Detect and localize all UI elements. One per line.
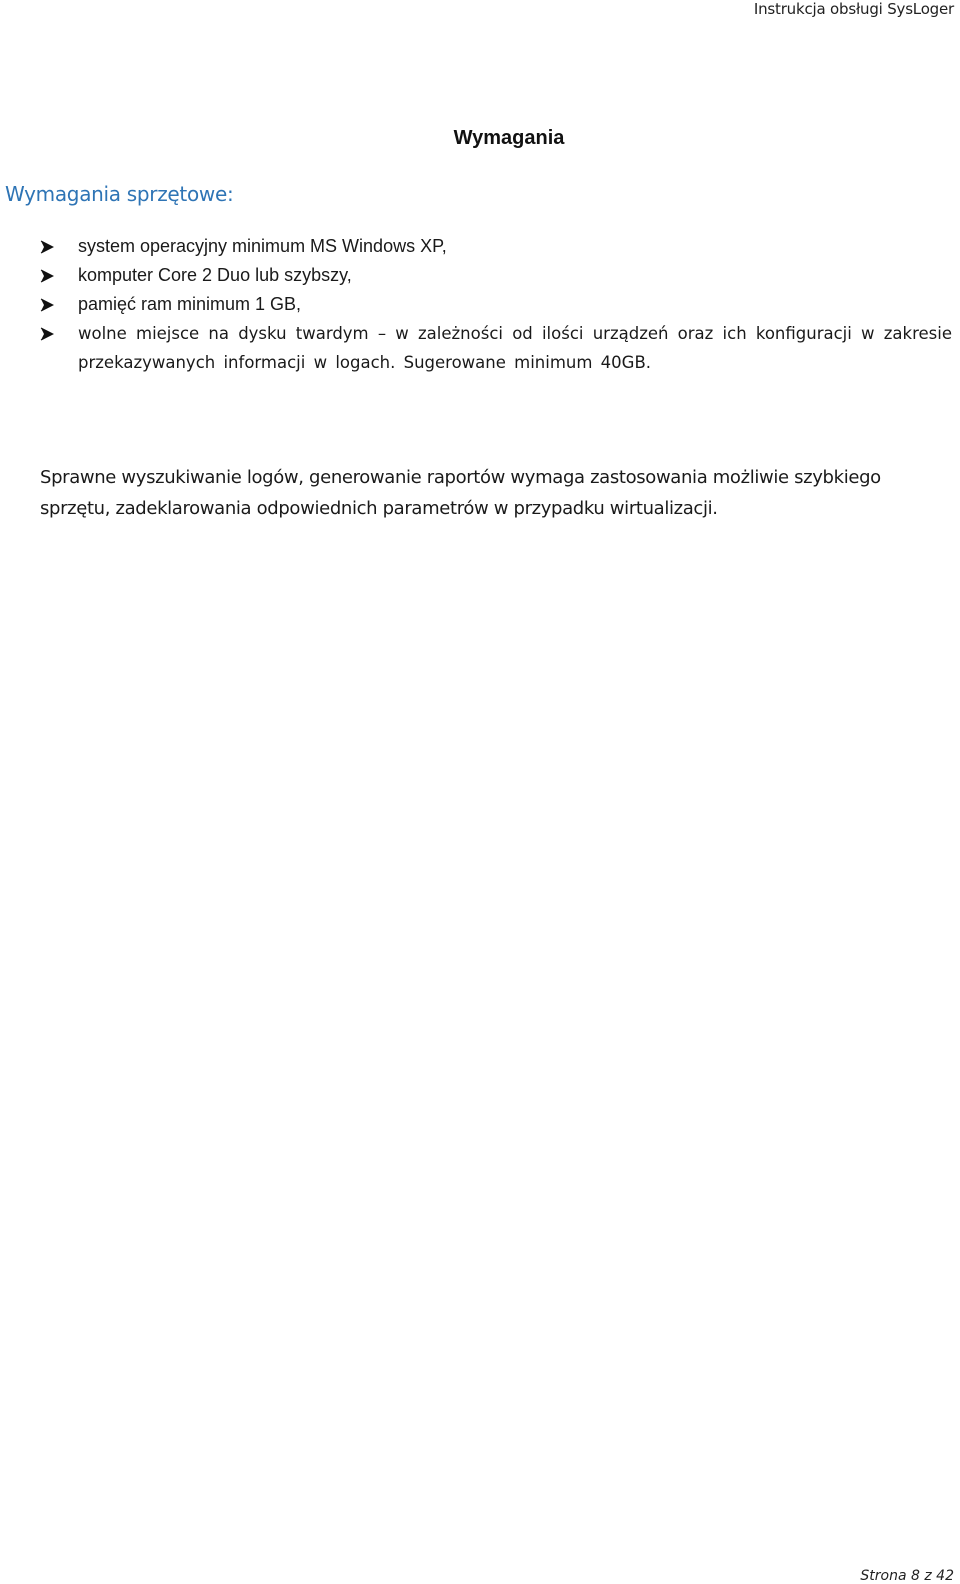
page-title: Wymagania bbox=[453, 127, 565, 149]
list-item bbox=[40, 319, 952, 377]
list-item bbox=[40, 261, 952, 290]
section-heading-hardware: Wymagania sprzętowe: bbox=[5, 182, 234, 206]
list-item bbox=[40, 290, 952, 319]
arrowhead-bullet-icon bbox=[40, 298, 54, 312]
page-number: Strona 8 z 42 bbox=[860, 1568, 954, 1584]
arrowhead-bullet-icon bbox=[40, 240, 54, 254]
arrowhead-bullet-icon bbox=[40, 327, 54, 341]
requirements-list bbox=[40, 232, 952, 377]
arrowhead-bullet-icon bbox=[40, 269, 54, 283]
list-item-text: wolne miejsce na dysku twardym – w zależności od ilości urządzeń oraz ich konfiguracji w zakresie przekazywanych informacji w logach. Sugerowane minimum 40GB. bbox=[78, 324, 952, 372]
list-item bbox=[40, 232, 952, 261]
list-item-text: system operacyjny minimum MS Windows XP, bbox=[78, 236, 447, 256]
document-header-title: Instrukcja obsługi SysLoger bbox=[753, 0, 954, 18]
body-paragraph: Sprawne wyszukiwanie logów, generowanie raportów wymaga zastosowania możliwie szybkiego sprzętu, zadeklarowania odpowiednich parametrów w przypadku wirtualizacji. bbox=[40, 467, 881, 519]
list-item-text: pamięć ram minimum 1 GB, bbox=[78, 294, 302, 314]
list-item-text: komputer Core 2 Duo lub szybszy, bbox=[78, 265, 352, 285]
